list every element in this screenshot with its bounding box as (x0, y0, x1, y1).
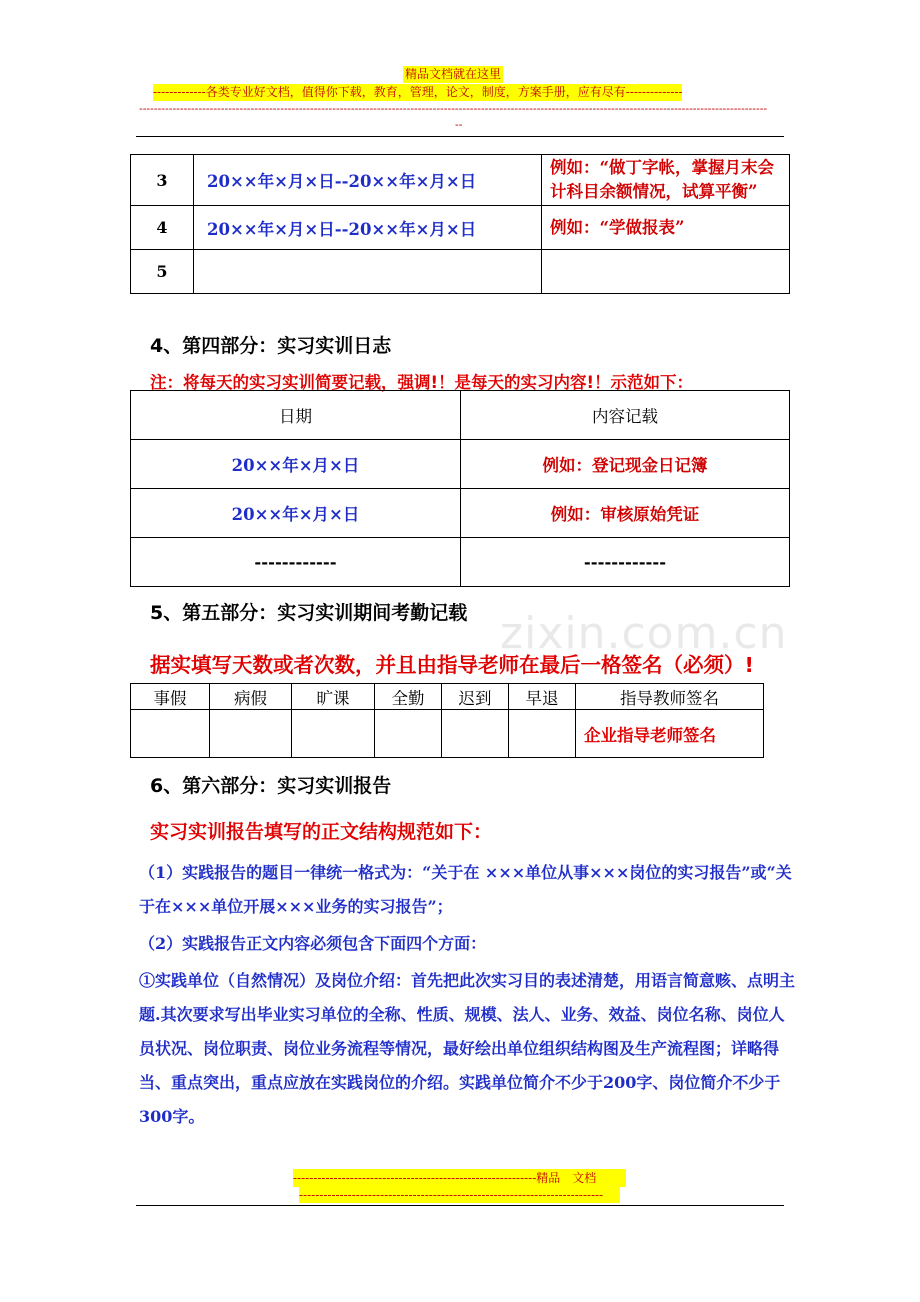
column-header-date: 日期 (131, 391, 461, 440)
log-content: 例如：登记现金日记簿 (461, 440, 790, 489)
table-row (131, 538, 790, 587)
row-number: 4 (131, 206, 194, 250)
table-header-row (131, 391, 790, 440)
attendance-cell (509, 710, 576, 758)
section5-note: 据实填写天数或者次数，并且由指导老师在最后一格签名（必须）! (150, 653, 754, 677)
header-tagline: -------------各类专业好文档，值得你下载，教育，管理，论文，制度，方案手册，应有尽有-------------- (153, 85, 683, 99)
log-content: ------------ (461, 538, 790, 587)
signature-cell: 企业指导老师签名 (576, 710, 764, 758)
table-row (131, 710, 764, 758)
section4-note: 注：将每天的实习实训简要记载，强调!！是每天的实习内容!！示范如下： (150, 373, 694, 392)
attendance-cell (131, 710, 210, 758)
header-dash-line: ------------------------------------------------------------------------------------------------------------------------------------------------------------------------- (139, 103, 768, 115)
header-rule (136, 136, 784, 137)
footer-dash-line: --------------------------------------------------------------------------- (299, 1187, 620, 1203)
section4-title: 4、第四部分：实习实训日志 (150, 335, 392, 357)
schedule-table (130, 154, 790, 294)
footer-label: ------------------------------------------------------------精品 文档 (293, 1169, 626, 1187)
date-range (194, 250, 542, 294)
attendance-table (130, 683, 764, 758)
column-header-sick-leave: 病假 (210, 684, 292, 710)
report-paragraph-1: （1）实践报告的题目一律统一格式为：“关于在 ×××单位从事×××岗位的实习报告”或“关于在×××单位开展×××业务的实习报告”； (139, 863, 792, 916)
attendance-cell (292, 710, 375, 758)
example-text (542, 250, 790, 294)
column-header-early-leave: 早退 (509, 684, 576, 710)
row-number: 5 (131, 250, 194, 294)
attendance-cell (442, 710, 509, 758)
log-content: 例如：审核原始凭证 (461, 489, 790, 538)
attendance-cell (210, 710, 292, 758)
table-row (131, 155, 790, 206)
log-date: 20××年×月×日 (131, 489, 461, 538)
header-dash-tail: -- (455, 118, 463, 131)
date-range: 20××年×月×日--20××年×月×日 (194, 206, 542, 250)
table-row (131, 489, 790, 538)
date-range: 20××年×月×日--20××年×月×日 (194, 155, 542, 206)
section6-subtitle: 实习实训报告填写的正文结构规范如下： (150, 821, 493, 843)
column-header-full-attendance: 全勤 (375, 684, 442, 710)
column-header-late: 迟到 (442, 684, 509, 710)
log-table (130, 390, 790, 587)
watermark: zixin.com.cn (500, 608, 788, 659)
example-text: 例如：“学做报表” (542, 206, 790, 250)
header-title: 精品文档就在这里 (405, 67, 502, 81)
report-paragraph-2: （2）实践报告正文内容必须包含下面四个方面： (139, 934, 487, 953)
section5-title: 5、第五部分：实习实训期间考勤记载 (150, 602, 468, 624)
column-header-teacher-signature: 指导教师签名 (576, 684, 764, 710)
column-header-personal-leave: 事假 (131, 684, 210, 710)
table-row (131, 440, 790, 489)
report-paragraph-3: ①实践单位（自然情况）及岗位介绍：首先把此次实习目的表述清楚，用语言简意赅、点明主题.其次要求写出毕业实习单位的全称、性质、规模、法人、业务、效益、岗位名称、岗位人员状况、岗位职责、岗位业务流程等情况，最好绘出单位组织结构图及生产流程图；详略得当、重点突出，重点应放在实践岗位的介绍。实践单位简介不少于200字、岗位简介不少于300字。 (139, 971, 796, 1126)
attendance-cell (375, 710, 442, 758)
column-header-absence: 旷课 (292, 684, 375, 710)
column-header-content: 内容记载 (461, 391, 790, 440)
table-header-row (131, 684, 764, 710)
footer-rule (136, 1205, 784, 1206)
log-date: 20××年×月×日 (131, 440, 461, 489)
table-row (131, 250, 790, 294)
log-date: ------------ (131, 538, 461, 587)
example-text: 例如：“做丁字帐，掌握月末会计科目余额情况，试算平衡” (542, 155, 790, 206)
section6-title: 6、第六部分：实习实训报告 (150, 775, 392, 797)
table-row (131, 206, 790, 250)
row-number: 3 (131, 155, 194, 206)
